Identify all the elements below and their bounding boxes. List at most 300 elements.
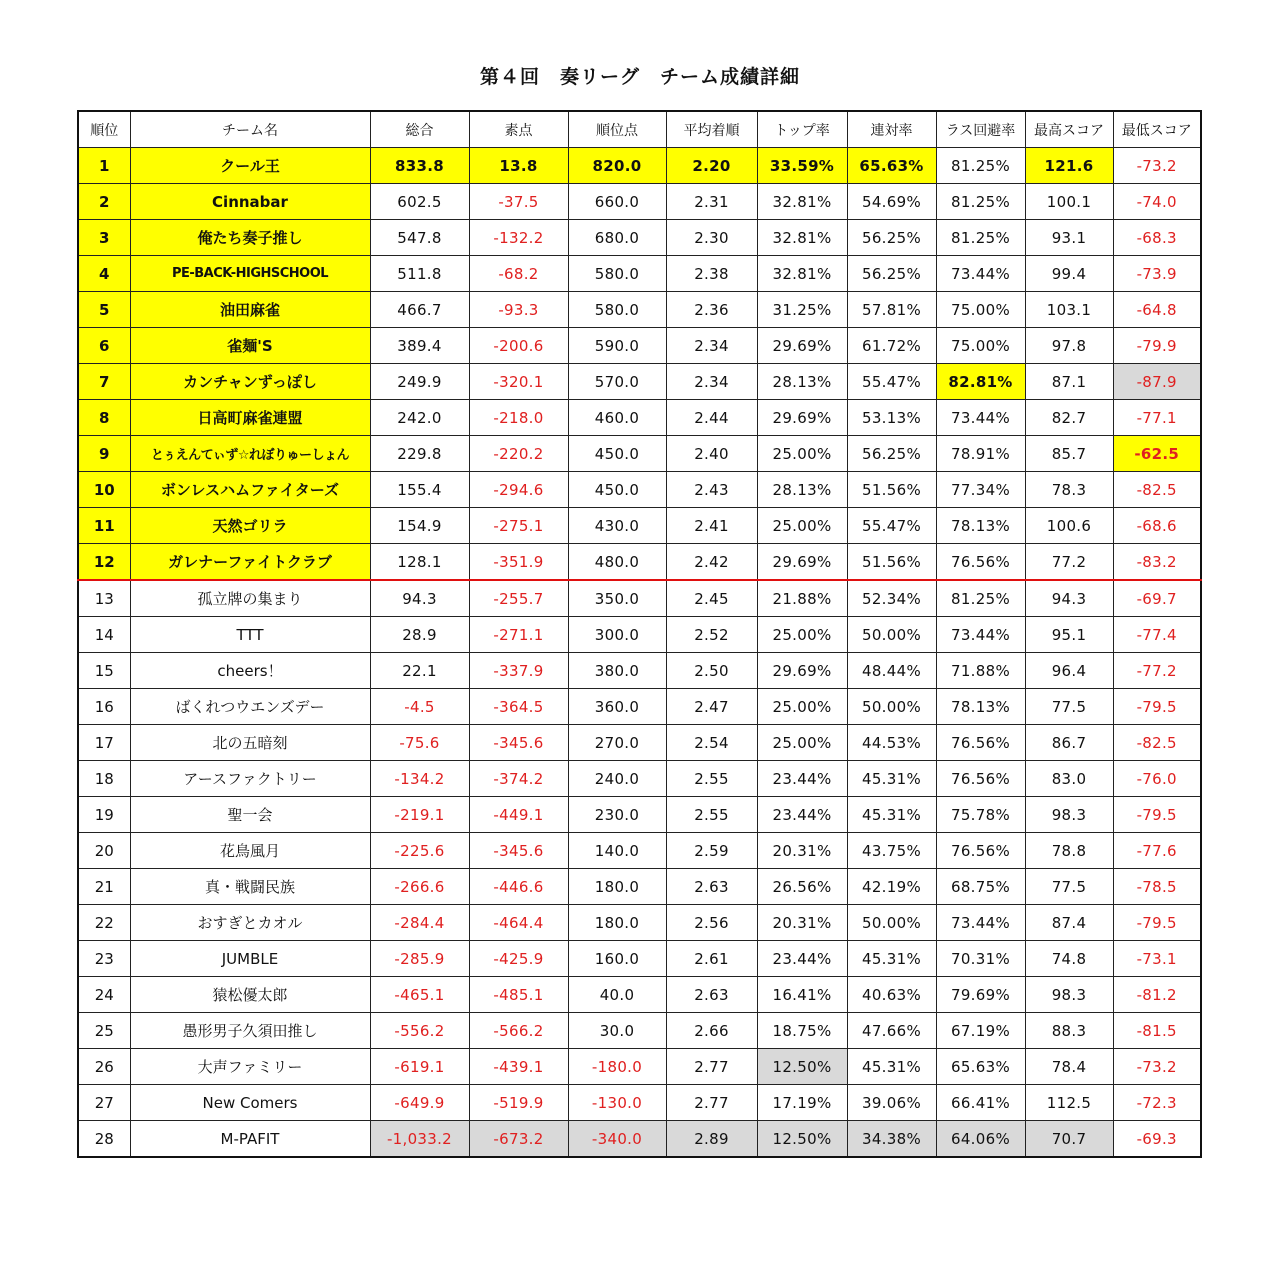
- cell-total: 249.9: [370, 364, 469, 400]
- cell-best-score: 98.3: [1025, 977, 1113, 1013]
- cell-total: -266.6: [370, 869, 469, 905]
- table-row: [78, 869, 1201, 905]
- cell-top-rate: 25.00%: [757, 689, 847, 725]
- cell-top-two-rate: 54.69%: [847, 184, 936, 220]
- cell-total: -285.9: [370, 941, 469, 977]
- cell-top-two-rate: 55.47%: [847, 508, 936, 544]
- cell-placement-points: 360.0: [568, 689, 666, 725]
- cell-placement-points: 40.0: [568, 977, 666, 1013]
- cell-team-name: 猿松優太郎: [130, 977, 370, 1013]
- cell-best-score: 103.1: [1025, 292, 1113, 328]
- cell-total: 242.0: [370, 400, 469, 436]
- table-row: [78, 761, 1201, 797]
- cell-top-two-rate: 51.56%: [847, 544, 936, 581]
- cell-best-score: 87.1: [1025, 364, 1113, 400]
- table-row: [78, 977, 1201, 1013]
- cell-worst-score: -62.5: [1113, 436, 1201, 472]
- cell-top-rate: 17.19%: [757, 1085, 847, 1121]
- cell-team-name: ボンレスハムファイターズ: [130, 472, 370, 508]
- cell-top-rate: 26.56%: [757, 869, 847, 905]
- cell-team-name: クール王: [130, 148, 370, 184]
- cell-last-avoid-rate: 73.44%: [936, 905, 1025, 941]
- cell-team-name: New Comers: [130, 1085, 370, 1121]
- cell-total: -4.5: [370, 689, 469, 725]
- cell-top-rate: 23.44%: [757, 941, 847, 977]
- cell-raw-score: -673.2: [469, 1121, 568, 1158]
- cell-best-score: 112.5: [1025, 1085, 1113, 1121]
- cell-top-rate: 25.00%: [757, 508, 847, 544]
- cell-best-score: 100.6: [1025, 508, 1113, 544]
- cell-top-rate: 33.59%: [757, 148, 847, 184]
- table-row: [78, 148, 1201, 184]
- cell-last-avoid-rate: 73.44%: [936, 256, 1025, 292]
- cell-worst-score: -73.2: [1113, 1049, 1201, 1085]
- cell-rank: 9: [78, 436, 130, 472]
- cell-rank: 7: [78, 364, 130, 400]
- cell-placement-points: 580.0: [568, 256, 666, 292]
- cell-raw-score: -425.9: [469, 941, 568, 977]
- header-top-rate: トップ率: [757, 111, 847, 148]
- table-row: [78, 580, 1201, 617]
- table-row: [78, 1049, 1201, 1085]
- cell-average-rank: 2.41: [666, 508, 757, 544]
- cell-placement-points: 680.0: [568, 220, 666, 256]
- cell-rank: 6: [78, 328, 130, 364]
- cell-placement-points: -340.0: [568, 1121, 666, 1158]
- cell-worst-score: -79.9: [1113, 328, 1201, 364]
- cell-rank: 2: [78, 184, 130, 220]
- cell-top-two-rate: 61.72%: [847, 328, 936, 364]
- cell-worst-score: -82.5: [1113, 725, 1201, 761]
- cell-top-rate: 25.00%: [757, 725, 847, 761]
- table-row: [78, 256, 1201, 292]
- table-row: [78, 508, 1201, 544]
- cell-best-score: 77.5: [1025, 869, 1113, 905]
- cell-total: 28.9: [370, 617, 469, 653]
- cell-total: 229.8: [370, 436, 469, 472]
- cell-raw-score: -439.1: [469, 1049, 568, 1085]
- cell-raw-score: -449.1: [469, 797, 568, 833]
- cell-rank: 19: [78, 797, 130, 833]
- cell-total: 389.4: [370, 328, 469, 364]
- table-row: [78, 1085, 1201, 1121]
- cell-worst-score: -72.3: [1113, 1085, 1201, 1121]
- cell-top-rate: 29.69%: [757, 328, 847, 364]
- cell-placement-points: 570.0: [568, 364, 666, 400]
- cell-rank: 1: [78, 148, 130, 184]
- cell-raw-score: -464.4: [469, 905, 568, 941]
- cell-last-avoid-rate: 81.25%: [936, 220, 1025, 256]
- cell-top-rate: 16.41%: [757, 977, 847, 1013]
- cell-top-rate: 25.00%: [757, 617, 847, 653]
- cell-worst-score: -64.8: [1113, 292, 1201, 328]
- cell-team-name: M-PAFIT: [130, 1121, 370, 1158]
- header-average-rank: 平均着順: [666, 111, 757, 148]
- cell-top-rate: 29.69%: [757, 400, 847, 436]
- cell-average-rank: 2.89: [666, 1121, 757, 1158]
- cell-worst-score: -73.1: [1113, 941, 1201, 977]
- cell-average-rank: 2.36: [666, 292, 757, 328]
- cell-best-score: 78.3: [1025, 472, 1113, 508]
- cell-average-rank: 2.63: [666, 977, 757, 1013]
- cell-average-rank: 2.42: [666, 544, 757, 581]
- cell-average-rank: 2.63: [666, 869, 757, 905]
- cell-worst-score: -81.5: [1113, 1013, 1201, 1049]
- cell-average-rank: 2.56: [666, 905, 757, 941]
- cell-top-rate: 32.81%: [757, 220, 847, 256]
- cell-raw-score: -220.2: [469, 436, 568, 472]
- cell-team-name: 大声ファミリー: [130, 1049, 370, 1085]
- cell-average-rank: 2.40: [666, 436, 757, 472]
- cell-raw-score: -294.6: [469, 472, 568, 508]
- cell-top-two-rate: 47.66%: [847, 1013, 936, 1049]
- cell-top-two-rate: 57.81%: [847, 292, 936, 328]
- cell-average-rank: 2.54: [666, 725, 757, 761]
- cell-last-avoid-rate: 76.56%: [936, 725, 1025, 761]
- cell-average-rank: 2.34: [666, 328, 757, 364]
- cell-total: -1,033.2: [370, 1121, 469, 1158]
- cell-top-two-rate: 56.25%: [847, 220, 936, 256]
- cell-raw-score: -566.2: [469, 1013, 568, 1049]
- header-rank: 順位: [78, 111, 130, 148]
- cell-worst-score: -77.4: [1113, 617, 1201, 653]
- cell-raw-score: -255.7: [469, 580, 568, 617]
- cell-top-rate: 18.75%: [757, 1013, 847, 1049]
- cell-last-avoid-rate: 67.19%: [936, 1013, 1025, 1049]
- cell-average-rank: 2.30: [666, 220, 757, 256]
- cell-worst-score: -68.3: [1113, 220, 1201, 256]
- header-raw-score: 素点: [469, 111, 568, 148]
- cell-raw-score: -271.1: [469, 617, 568, 653]
- cell-rank: 25: [78, 1013, 130, 1049]
- cell-placement-points: 180.0: [568, 905, 666, 941]
- cell-average-rank: 2.47: [666, 689, 757, 725]
- cell-placement-points: 590.0: [568, 328, 666, 364]
- cell-average-rank: 2.55: [666, 761, 757, 797]
- cell-best-score: 96.4: [1025, 653, 1113, 689]
- cell-team-name: ばくれつウエンズデー: [130, 689, 370, 725]
- cell-top-two-rate: 44.53%: [847, 725, 936, 761]
- cell-rank: 14: [78, 617, 130, 653]
- table-row: [78, 364, 1201, 400]
- cell-total: -465.1: [370, 977, 469, 1013]
- cell-raw-score: -93.3: [469, 292, 568, 328]
- cell-last-avoid-rate: 70.31%: [936, 941, 1025, 977]
- cell-average-rank: 2.52: [666, 617, 757, 653]
- cell-top-two-rate: 55.47%: [847, 364, 936, 400]
- cell-raw-score: -337.9: [469, 653, 568, 689]
- cell-last-avoid-rate: 65.63%: [936, 1049, 1025, 1085]
- cell-last-avoid-rate: 68.75%: [936, 869, 1025, 905]
- table-row: [78, 1121, 1201, 1158]
- table-row: [78, 292, 1201, 328]
- cell-rank: 4: [78, 256, 130, 292]
- cell-best-score: 95.1: [1025, 617, 1113, 653]
- cell-rank: 24: [78, 977, 130, 1013]
- cell-top-two-rate: 48.44%: [847, 653, 936, 689]
- cell-placement-points: 300.0: [568, 617, 666, 653]
- cell-worst-score: -77.6: [1113, 833, 1201, 869]
- cell-top-two-rate: 51.56%: [847, 472, 936, 508]
- cell-last-avoid-rate: 81.25%: [936, 580, 1025, 617]
- cell-total: -134.2: [370, 761, 469, 797]
- page-title: 第４回 奏リーグ チーム成績詳細: [479, 66, 800, 88]
- cell-placement-points: 430.0: [568, 508, 666, 544]
- cell-rank: 26: [78, 1049, 130, 1085]
- cell-placement-points: 160.0: [568, 941, 666, 977]
- cell-worst-score: -68.6: [1113, 508, 1201, 544]
- cell-total: 155.4: [370, 472, 469, 508]
- cell-top-rate: 29.69%: [757, 653, 847, 689]
- cell-placement-points: 240.0: [568, 761, 666, 797]
- cell-average-rank: 2.31: [666, 184, 757, 220]
- cell-raw-score: -275.1: [469, 508, 568, 544]
- cell-team-name: PE-BACK-HIGHSCHOOL: [130, 256, 370, 292]
- cell-average-rank: 2.20: [666, 148, 757, 184]
- cell-top-two-rate: 45.31%: [847, 761, 936, 797]
- cell-total: 602.5: [370, 184, 469, 220]
- cell-worst-score: -77.2: [1113, 653, 1201, 689]
- table-row: [78, 436, 1201, 472]
- cell-team-name: Cinnabar: [130, 184, 370, 220]
- cell-raw-score: -519.9: [469, 1085, 568, 1121]
- cell-last-avoid-rate: 73.44%: [936, 617, 1025, 653]
- cell-rank: 13: [78, 580, 130, 617]
- cell-rank: 17: [78, 725, 130, 761]
- cell-rank: 16: [78, 689, 130, 725]
- cell-last-avoid-rate: 71.88%: [936, 653, 1025, 689]
- cell-rank: 20: [78, 833, 130, 869]
- cell-worst-score: -73.9: [1113, 256, 1201, 292]
- cell-placement-points: 450.0: [568, 472, 666, 508]
- cell-total: -284.4: [370, 905, 469, 941]
- table-row: [78, 544, 1201, 581]
- cell-placement-points: 660.0: [568, 184, 666, 220]
- cell-best-score: 83.0: [1025, 761, 1113, 797]
- cell-best-score: 82.7: [1025, 400, 1113, 436]
- cell-team-name: 天然ゴリラ: [130, 508, 370, 544]
- cell-average-rank: 2.77: [666, 1049, 757, 1085]
- cell-worst-score: -79.5: [1113, 905, 1201, 941]
- cell-top-two-rate: 50.00%: [847, 689, 936, 725]
- cell-top-two-rate: 39.06%: [847, 1085, 936, 1121]
- cell-best-score: 85.7: [1025, 436, 1113, 472]
- cell-best-score: 100.1: [1025, 184, 1113, 220]
- cell-top-two-rate: 65.63%: [847, 148, 936, 184]
- cell-rank: 18: [78, 761, 130, 797]
- cell-team-name: 日高町麻雀連盟: [130, 400, 370, 436]
- cell-worst-score: -87.9: [1113, 364, 1201, 400]
- cell-last-avoid-rate: 66.41%: [936, 1085, 1025, 1121]
- cell-top-two-rate: 56.25%: [847, 436, 936, 472]
- cell-last-avoid-rate: 82.81%: [936, 364, 1025, 400]
- cell-placement-points: 450.0: [568, 436, 666, 472]
- cell-best-score: 77.2: [1025, 544, 1113, 581]
- header-worst-score: 最低スコア: [1113, 111, 1201, 148]
- cell-team-name: 愚形男子久須田推し: [130, 1013, 370, 1049]
- cell-top-rate: 31.25%: [757, 292, 847, 328]
- cell-placement-points: 140.0: [568, 833, 666, 869]
- table-row: [78, 905, 1201, 941]
- cell-rank: 8: [78, 400, 130, 436]
- cell-raw-score: -218.0: [469, 400, 568, 436]
- cell-top-rate: 21.88%: [757, 580, 847, 617]
- cell-rank: 5: [78, 292, 130, 328]
- cell-team-name: 孤立牌の集まり: [130, 580, 370, 617]
- cell-total: 466.7: [370, 292, 469, 328]
- cell-average-rank: 2.59: [666, 833, 757, 869]
- cell-rank: 22: [78, 905, 130, 941]
- cell-top-two-rate: 45.31%: [847, 797, 936, 833]
- cell-average-rank: 2.50: [666, 653, 757, 689]
- cell-placement-points: 820.0: [568, 148, 666, 184]
- cell-average-rank: 2.66: [666, 1013, 757, 1049]
- cell-total: 128.1: [370, 544, 469, 581]
- cell-last-avoid-rate: 78.13%: [936, 508, 1025, 544]
- cell-placement-points: 380.0: [568, 653, 666, 689]
- cell-raw-score: -345.6: [469, 725, 568, 761]
- cell-top-two-rate: 45.31%: [847, 941, 936, 977]
- table-row: [78, 472, 1201, 508]
- cell-raw-score: -485.1: [469, 977, 568, 1013]
- cell-best-score: 77.5: [1025, 689, 1113, 725]
- cell-top-two-rate: 40.63%: [847, 977, 936, 1013]
- table-row: [78, 328, 1201, 364]
- cell-last-avoid-rate: 76.56%: [936, 833, 1025, 869]
- cell-best-score: 94.3: [1025, 580, 1113, 617]
- cell-top-rate: 20.31%: [757, 905, 847, 941]
- cell-last-avoid-rate: 73.44%: [936, 400, 1025, 436]
- cell-team-name: とぅえんてぃず☆れぼりゅーしょん: [130, 436, 370, 472]
- cell-placement-points: -180.0: [568, 1049, 666, 1085]
- cell-team-name: 俺たち奏子推し: [130, 220, 370, 256]
- cell-top-rate: 12.50%: [757, 1121, 847, 1158]
- cell-last-avoid-rate: 79.69%: [936, 977, 1025, 1013]
- cell-top-two-rate: 34.38%: [847, 1121, 936, 1158]
- table-row: [78, 689, 1201, 725]
- table-row: [78, 220, 1201, 256]
- cell-total: 833.8: [370, 148, 469, 184]
- cell-worst-score: -76.0: [1113, 761, 1201, 797]
- cell-top-rate: 25.00%: [757, 436, 847, 472]
- cell-average-rank: 2.44: [666, 400, 757, 436]
- cell-last-avoid-rate: 81.25%: [936, 184, 1025, 220]
- cell-top-two-rate: 56.25%: [847, 256, 936, 292]
- cell-raw-score: -446.6: [469, 869, 568, 905]
- cell-rank: 12: [78, 544, 130, 581]
- cell-team-name: おすぎとカオル: [130, 905, 370, 941]
- table-row: [78, 653, 1201, 689]
- cell-top-rate: 29.69%: [757, 544, 847, 581]
- cell-average-rank: 2.34: [666, 364, 757, 400]
- cell-best-score: 78.8: [1025, 833, 1113, 869]
- header-placement-points: 順位点: [568, 111, 666, 148]
- cell-last-avoid-rate: 81.25%: [936, 148, 1025, 184]
- cell-last-avoid-rate: 75.78%: [936, 797, 1025, 833]
- header-last-avoid-rate: ラス回避率: [936, 111, 1025, 148]
- cell-top-rate: 20.31%: [757, 833, 847, 869]
- cell-raw-score: -374.2: [469, 761, 568, 797]
- cell-rank: 10: [78, 472, 130, 508]
- cell-last-avoid-rate: 75.00%: [936, 292, 1025, 328]
- cell-total: -75.6: [370, 725, 469, 761]
- cell-raw-score: -68.2: [469, 256, 568, 292]
- cell-placement-points: 270.0: [568, 725, 666, 761]
- table-row: [78, 797, 1201, 833]
- cell-average-rank: 2.61: [666, 941, 757, 977]
- cell-top-rate: 28.13%: [757, 472, 847, 508]
- cell-total: 511.8: [370, 256, 469, 292]
- cell-total: -649.9: [370, 1085, 469, 1121]
- cell-raw-score: -37.5: [469, 184, 568, 220]
- cell-placement-points: 30.0: [568, 1013, 666, 1049]
- cell-last-avoid-rate: 64.06%: [936, 1121, 1025, 1158]
- cell-placement-points: -130.0: [568, 1085, 666, 1121]
- table-row: [78, 941, 1201, 977]
- cell-average-rank: 2.45: [666, 580, 757, 617]
- cell-best-score: 97.8: [1025, 328, 1113, 364]
- cell-total: 547.8: [370, 220, 469, 256]
- table-row: [78, 725, 1201, 761]
- cell-average-rank: 2.38: [666, 256, 757, 292]
- cell-placement-points: 230.0: [568, 797, 666, 833]
- cell-raw-score: -345.6: [469, 833, 568, 869]
- cell-best-score: 121.6: [1025, 148, 1113, 184]
- cell-last-avoid-rate: 76.56%: [936, 544, 1025, 581]
- cell-best-score: 99.4: [1025, 256, 1113, 292]
- cell-total: -619.1: [370, 1049, 469, 1085]
- cell-placement-points: 350.0: [568, 580, 666, 617]
- cell-top-two-rate: 53.13%: [847, 400, 936, 436]
- cell-team-name: TTT: [130, 617, 370, 653]
- cell-team-name: JUMBLE: [130, 941, 370, 977]
- header-top-two-rate: 連対率: [847, 111, 936, 148]
- cell-placement-points: 580.0: [568, 292, 666, 328]
- cell-best-score: 78.4: [1025, 1049, 1113, 1085]
- cell-total: -556.2: [370, 1013, 469, 1049]
- cell-top-two-rate: 50.00%: [847, 905, 936, 941]
- cell-raw-score: -132.2: [469, 220, 568, 256]
- cell-worst-score: -74.0: [1113, 184, 1201, 220]
- cell-top-rate: 23.44%: [757, 761, 847, 797]
- cell-top-two-rate: 42.19%: [847, 869, 936, 905]
- cell-team-name: 花鳥風月: [130, 833, 370, 869]
- cell-top-rate: 28.13%: [757, 364, 847, 400]
- cell-placement-points: 480.0: [568, 544, 666, 581]
- cell-team-name: 真・戦闘民族: [130, 869, 370, 905]
- cell-top-two-rate: 43.75%: [847, 833, 936, 869]
- cell-worst-score: -78.5: [1113, 869, 1201, 905]
- table-row: [78, 617, 1201, 653]
- table-row: [78, 184, 1201, 220]
- cell-last-avoid-rate: 77.34%: [936, 472, 1025, 508]
- header-row: [78, 111, 1201, 148]
- header-best-score: 最高スコア: [1025, 111, 1113, 148]
- cell-raw-score: -200.6: [469, 328, 568, 364]
- cell-top-rate: 23.44%: [757, 797, 847, 833]
- cell-placement-points: 460.0: [568, 400, 666, 436]
- cell-raw-score: -364.5: [469, 689, 568, 725]
- cell-raw-score: -351.9: [469, 544, 568, 581]
- cell-worst-score: -83.2: [1113, 544, 1201, 581]
- cell-top-rate: 12.50%: [757, 1049, 847, 1085]
- cell-rank: 21: [78, 869, 130, 905]
- cell-rank: 15: [78, 653, 130, 689]
- cell-raw-score: 13.8: [469, 148, 568, 184]
- cell-team-name: 北の五暗刻: [130, 725, 370, 761]
- cell-rank: 23: [78, 941, 130, 977]
- cell-best-score: 70.7: [1025, 1121, 1113, 1158]
